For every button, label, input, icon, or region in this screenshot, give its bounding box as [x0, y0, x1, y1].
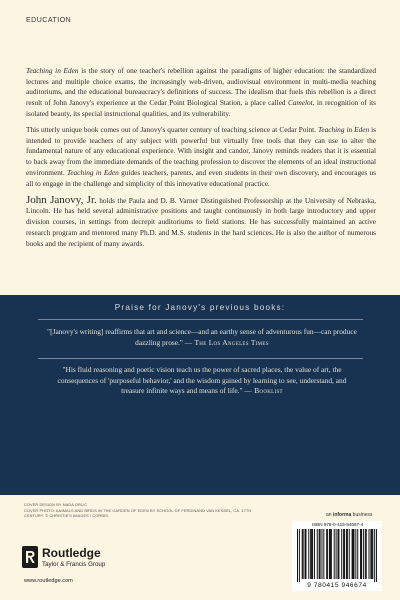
- barcode-bar: [346, 529, 347, 579]
- book-title: Teaching in Eden: [26, 66, 79, 75]
- barcode-bar: [323, 529, 324, 579]
- quote-1-source: — The Los Angeles Times: [184, 337, 269, 347]
- barcode-icon: [297, 529, 377, 582]
- barcode-bar: [355, 529, 356, 579]
- intro-paragraph: Teaching in Eden is the story of one teacher's rebellion against the paradigms of higher education: the standardized lectures and multiple choice exams, the increasingly web-driven, audiovisual environment in multi-media teaching auditoriums, and the educational bureaucracy's definitions of success. The idealism that fuels this rebellion is a direct result of John Janovy's experience at the Cedar Point Biological Station, a place called Camelot, in recognition of its isolated beauty, its special instructional qualities, and its vulnerability.: [26, 66, 376, 118]
- barcode-bar: [305, 529, 306, 579]
- barcode-bar: [376, 529, 377, 582]
- barcode-bar: [311, 529, 312, 579]
- barcode-bar: [353, 529, 354, 579]
- barcode-bar: [371, 529, 372, 579]
- barcode-bar: [317, 529, 318, 579]
- publisher-name: Routledge: [42, 546, 101, 560]
- publisher-group: Taylor & Francis Group: [42, 561, 106, 568]
- barcode-bar: [334, 529, 335, 579]
- barcode-bar: [363, 529, 364, 579]
- barcode-bar: [372, 529, 373, 579]
- second-paragraph: This utterly unique book comes out of Janovy's quarter century of teaching science at Cedar Point. Teaching in Eden is intended to provide teachers of any subject with powerful but virtually free tools that they can use to alter the fundamental nature of any educational experience. With insight and candor, Janovy reminds readers that it is essential to back away from the immediate demands of the teaching profession to discover the elements of an ideal instructional environment. Teaching in Eden guides teachers, parents, and even students in their own discovery, and encourages us all to engage in the challenge and simplicity of this innovative educational practice.: [26, 125, 377, 188]
- barcode-bar: [303, 529, 304, 579]
- barcode-bar: [360, 529, 361, 579]
- barcode-bar: [353, 529, 354, 579]
- barcode-bar: [361, 529, 362, 579]
- barcode-bar: [352, 529, 353, 579]
- barcode-bar: [302, 529, 303, 579]
- barcode-bar: [349, 529, 350, 579]
- category-label: EDUCATION: [26, 17, 72, 24]
- routledge-logo-icon: [22, 546, 38, 568]
- barcode-bar: [341, 529, 342, 579]
- cover-credits: [24, 502, 264, 519]
- quote-2-source: — Booklist: [244, 386, 283, 396]
- barcode-bar: [336, 529, 337, 579]
- isbn-label: ISBN 978-0-415-94667-4: [311, 522, 364, 527]
- barcode-bar: [305, 529, 306, 579]
- barcode-bar: [370, 529, 371, 579]
- barcode-bar: [329, 529, 330, 579]
- barcode-bar: [331, 529, 332, 579]
- quote-2: "His fluid reasoning and poetic vision teach us the power of sacred places, the value of art, the consequences of 'purposeful behavior,' and the wisdom gained by learning to see, understand, and treasure infinite ways and means of life." — Booklist: [57, 365, 347, 396]
- praise-panel: [0, 295, 400, 495]
- barcode-bar: [327, 529, 328, 579]
- barcode-bar: [312, 529, 313, 579]
- author-bio: John Janovy, Jr. holds the Paula and D. B. Varner Distinguished Professorship at the University of Nebraska, Lincoln. He has held several administrative positions and taught continuously in both large introductory and upper division courses, in settings from decrepit auditoriums to field stations. He has successfully maintained an active research program and mentored many Ph.D. and M.S. students in the hard sciences. He is also the author of numerous books and the recipient of many awards.: [26, 193, 376, 248]
- barcode-bar: [374, 529, 375, 582]
- author-name: John Janovy, Jr.: [26, 193, 97, 206]
- informa-business-label: an informa business: [326, 512, 373, 518]
- barcode-digits: 9 780415 946674: [307, 582, 367, 589]
- barcode-bar: [365, 529, 366, 579]
- barcode-bar: [308, 529, 309, 579]
- barcode-bar: [357, 529, 358, 579]
- praise-heading: Praise for Janovy's previous books:: [114, 303, 286, 312]
- barcode-bar: [321, 529, 322, 579]
- barcode-bar: [344, 529, 345, 579]
- divider: [38, 319, 363, 320]
- barcode-bar: [297, 529, 298, 582]
- publisher-website[interactable]: www.routledge.com: [24, 578, 73, 584]
- divider: [38, 358, 363, 359]
- barcode-bar: [320, 529, 321, 579]
- barcode-bar: [330, 529, 331, 579]
- barcode-bar: [319, 529, 320, 579]
- barcode-bar: [343, 529, 344, 579]
- barcode-bar: [299, 529, 300, 582]
- quote-1: "[Janovy's writing] reaffirms that art and science—and an earthy sense of adventurous fun—can produce dazzling prose." — The Los Angeles Times: [47, 327, 357, 347]
- barcode-bar: [338, 529, 339, 579]
- barcode-bar: [369, 529, 370, 579]
- barcode-bar: [366, 529, 367, 579]
- description: [26, 66, 376, 255]
- photo-credit: COVER PHOTO: ANIMALS AND BIRDS IN THE GARDEN OF EDEN BY SCHOOL OF FERDINAND VAN KESSEL, CA. 17TH CENTURY. © CHRISTIE'S IMAGES / CORBIS.: [24, 507, 252, 518]
- barcode-bar: [314, 529, 315, 579]
- barcode-bar: [337, 529, 338, 579]
- barcode-bar: [310, 529, 311, 579]
- barcode-bar: [347, 529, 348, 579]
- design-credit: COVER DESIGN BY NADA ORLIC: [24, 502, 88, 507]
- barcode-bar: [326, 529, 327, 579]
